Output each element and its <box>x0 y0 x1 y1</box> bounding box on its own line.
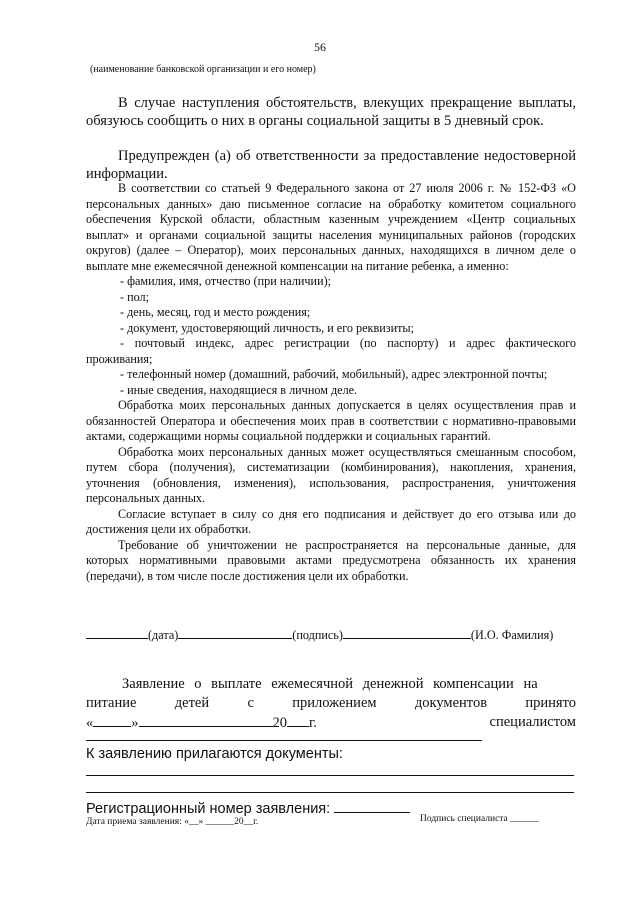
signature-line <box>86 626 576 643</box>
bank-caption: (наименование банковской организации и его номер) <box>90 64 316 75</box>
paragraph-warned: Предупрежден (а) об ответственности за предоставление недостоверной информации. <box>86 148 576 182</box>
application-block <box>86 676 576 732</box>
paragraph-consent: В соответствии со статьей 9 Федерального закона от 27 июля 2006 г. № 152-ФЗ «О персональных данных» даю письменное согласие на обработку комитетом социального обеспечения Курской области, областным казенным учреждением «Центр социальных выплат» и органами социальной защиты населения муниципальных районов (городских округов) (далее – Оператор), моих персональных данных, находящихся в личном деле о выплате мне ежемесячной денежной компенсации на питание ребенка, а именно: <box>86 181 576 273</box>
consent-section <box>86 181 576 584</box>
name-blank[interactable] <box>343 626 471 639</box>
list-item: - почтовый индекс, адрес регистрации (по паспорту) и адрес фактического проживания; <box>86 336 576 366</box>
name-label: (И.О. Фамилия) <box>470 628 554 642</box>
application-line-3: « » 20 г. специалистом <box>86 714 576 731</box>
signature-label: (подпись) <box>292 628 343 642</box>
paragraph-destroy: Требование об уничтожении не распространяется на персональные данные, для которых нормативными правовыми актами предусмотрена обязанность их хранения (передачи), в том числе после достижения цели их обработки. <box>86 537 576 583</box>
footer-specialist-signature: Подпись специалиста ______ <box>420 814 539 824</box>
list-item: - день, месяц, год и место рождения; <box>120 305 311 319</box>
date-blank[interactable] <box>86 626 148 639</box>
day-blank[interactable] <box>93 714 131 727</box>
list-item: - иные сведения, находящиеся в личном деле. <box>120 382 358 397</box>
list-item: - телефонный номер (домашний, рабочий, мобильный), адрес электронной почты; <box>120 367 548 381</box>
year-blank[interactable] <box>287 714 309 727</box>
signature-blank[interactable] <box>178 626 292 639</box>
attachments-line-1[interactable] <box>86 775 574 776</box>
paragraph-purpose: Обработка моих персональных данных допускается в целях осуществления прав и обязанностей Оператора и обеспечения моих прав в соответствии с нормативно-правовыми актами, содержащими нормы социальной поддержки и социальных гарантий. <box>86 398 576 443</box>
attachments-label: К заявлению прилагаются документы: <box>86 746 343 762</box>
footer-receipt-date: Дата приема заявления: «__» ______20__г. <box>86 817 259 827</box>
paragraph-validity: Согласие вступает в силу со дня его подписания и действует до его отзыва или до достижения цели их обработки. <box>86 506 576 536</box>
page-number: 56 <box>314 40 326 54</box>
registration-number: Регистрационный номер заявления: <box>86 798 410 817</box>
application-line-2: питание детей с приложением документов принято <box>86 695 576 711</box>
paragraph-method: Обработка моих персональных данных может осуществляться смешанным способом, путем сбора (получения), систематизации (комбинирования), накопления, хранения, уточнения (обновления, изменения), использования, распространения, уничтожения персональных данных. <box>86 444 576 505</box>
list-item: - документ, удостоверяющий личность, и его реквизиты; <box>120 320 414 335</box>
date-label: (дата) <box>148 628 179 642</box>
application-line-1: Заявление о выплате ежемесячной денежной компенсации на <box>122 676 538 692</box>
paragraph-stop-notice: В случае наступления обстоятельств, влекущих прекращение выплаты, обязуюсь сообщить о них в органы социальной защиты в 5 дневный срок. <box>86 95 576 129</box>
attachments-line-2[interactable] <box>86 792 574 793</box>
list-item: - пол; <box>120 289 150 304</box>
month-blank[interactable] <box>139 714 273 727</box>
specialist-line[interactable] <box>86 740 482 741</box>
registration-number-blank[interactable] <box>334 798 410 813</box>
list-item: - фамилия, имя, отчество (при наличии); <box>120 274 332 288</box>
